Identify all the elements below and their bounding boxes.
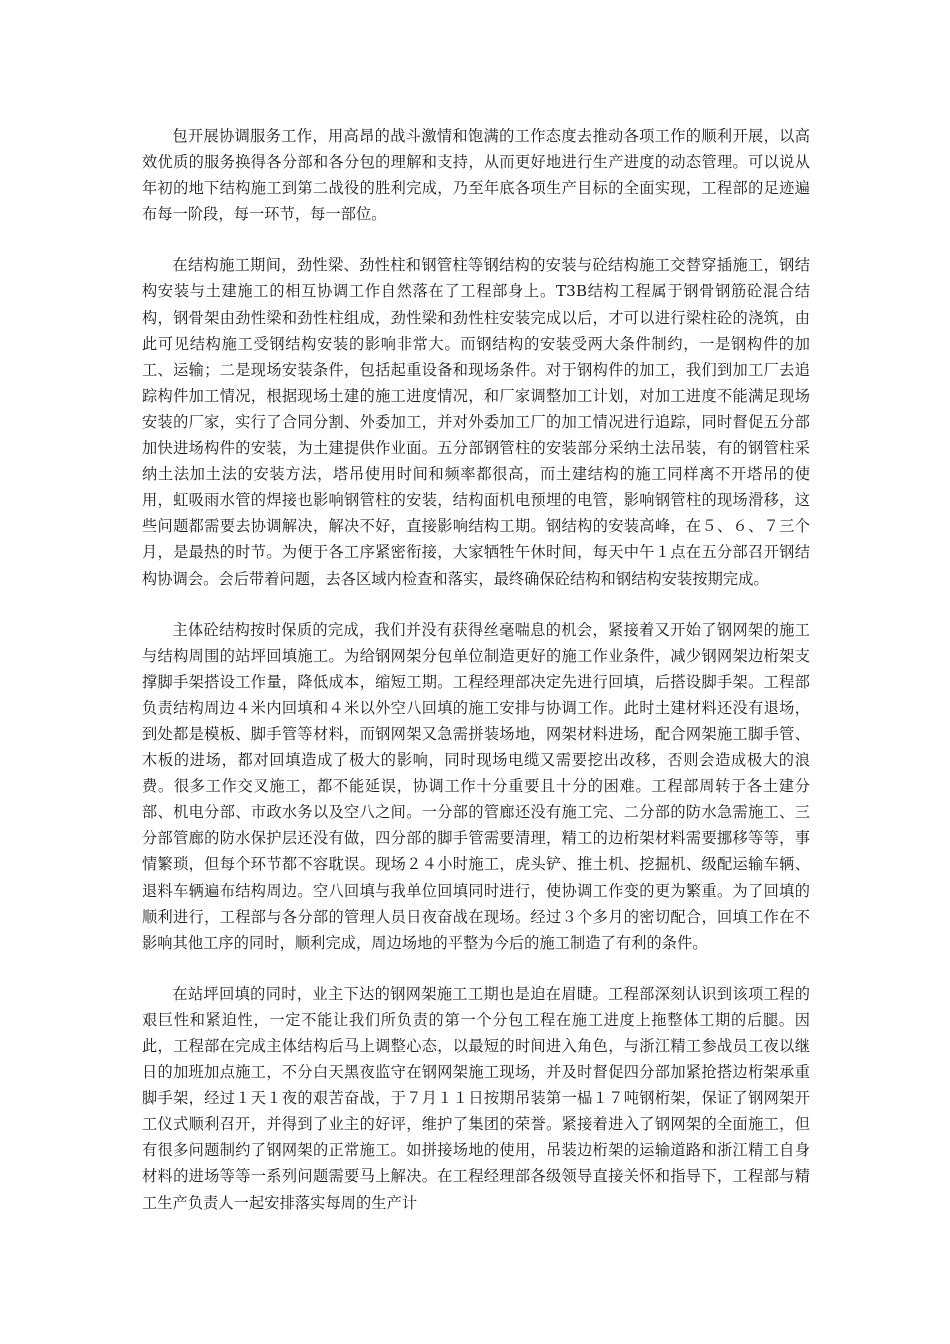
document-page <box>142 123 810 1241</box>
paragraph-2: 在结构施工期间，劲性梁、劲性柱和钢管柱等钢结构的安装与砼结构施工交替穿插施工，钢结构安装与土建施工的相互协调工作自然落在了工程部身上。T3B结构工程属于钢骨钢筋砼混合结构，钢骨架由劲性梁和劲性柱组成，劲性梁和劲性柱安装完成以后，才可以进行梁柱砼的浇筑，由此可见结构施工受钢结构安装的影响非常大。而钢结构的安装受两大条件制约，一是钢构件的加工、运输；二是现场安装条件，包括起重设备和现场条件。对于钢构件的加工，我们到加工厂去追踪构件加工情况，根据现场土建的施工进度情况，和厂家调整加工计划，对加工进度不能满足现场安装的厂家，实行了合同分割、外委加工，并对外委加工厂的加工情况进行追踪，同时督促五分部加快进场构件的安装，为土建提供作业面。五分部钢管柱的安装部分采纳土法吊装，有的钢管柱采纳土法加土法的安装方法，塔吊使用时间和频率都很高，而土建结构的施工同样离不开塔吊的使用，虹吸雨水管的焊接也影响钢管柱的安装，结构面机电预埋的电管，影响钢管柱的现场滑移，这些问题都需要去协调解决，解决不好，直接影响结构工期。钢结构的安装高峰，在５、６、７三个月，是最热的时节。为便于各工序紧密衔接，大家牺牲午休时间，每天中午１点在五分部召开钢结构协调会。会后带着问题，去各区域内检查和落实，最终确保砼结构和钢结构安装按期完成。 <box>142 256 810 588</box>
paragraph-1: 包开展协调服务工作，用高昂的战斗激情和饱满的工作态度去推动各项工作的顺利开展，以高效优质的服务换得各分部和各分包的理解和支持，从而更好地进行生产进度的动态管理。可以说从年初的地下结构施工到第二战役的胜利完成，乃至年底各项生产目标的全面实现，工程部的足迹遍布每一阶段，每一环节，每一部位。 <box>142 127 810 224</box>
paragraph-3: 主体砼结构按时保质的完成，我们并没有获得丝毫喘息的机会，紧接着又开始了钢网架的施工与结构周围的站坪回填施工。为给钢网架分包单位制造更好的施工作业条件，减少钢网架边桁架支撑脚手架搭设工作量，降低成本，缩短工期。工程经理部决定先进行回填，后搭设脚手架。工程部负责结构周边４米内回填和４米以外空八回填的施工安排与协调工作。此时土建材料还没有退场，到处都是模板、脚手管等材料，而钢网架又急需拼装场地，网架材料进场，配合网架施工脚手管、木板的进场，都对回填造成了极大的影响，同时现场电缆又需要挖出改移，否则会造成极大的浪费。很多工作交叉施工，都不能延误，协调工作十分重要且十分的困难。工程部周转于各土建分部、机电分部、市政水务以及空八之间。一分部的管廊还没有施工完、二分部的防水急需施工、三分部管廊的防水保护层还没有做，四分部的脚手管需要清理，精工的边桁架材料需要挪移等等，事情繁琐，但每个环节都不容耽误。现场２４小时施工，虎头铲、推土机、挖掘机、级配运输车辆、退料车辆遍布结构周边。空八回填与我单位回填同时进行，使协调工作变的更为繁重。为了回填的顺利进行，工程部与各分部的管理人员日夜奋战在现场。经过３个多月的密切配合，回填工作在不影响其他工序的同时，顺利完成，周边场地的平整为今后的施工制造了有利的条件。 <box>142 620 810 952</box>
paragraph-4: 在站坪回填的同时，业主下达的钢网架施工工期也是迫在眉睫。工程部深刻认识到该项工程的艰巨性和紧迫性，一定不能让我们所负责的第一个分包工程在施工进度上拖整体工期的后腿。因此，工程部在完成主体结构后马上调整心态，以最短的时间进入角色，与浙江精工参战员工夜以继日的加班加点施工，不分白天黑夜监守在钢网架施工现场，并及时督促四分部加紧抢搭边桁架承重脚手架，经过１天１夜的艰苦奋战，于７月１１日按期吊装第一榀１７吨钢桁架，保证了钢网架开工仪式顺利召开，并得到了业主的好评，维护了集团的荣誉。紧接着进入了钢网架的全面施工，但有很多问题制约了钢网架的正常施工。如拼接场地的使用，吊装边桁架的运输道路和浙江精工自身材料的进场等等一系列问题需要马上解决。在工程经理部各级领导直接关怀和指导下，工程部与精工生产负责人一起安排落实每周的生产计 <box>142 984 810 1212</box>
